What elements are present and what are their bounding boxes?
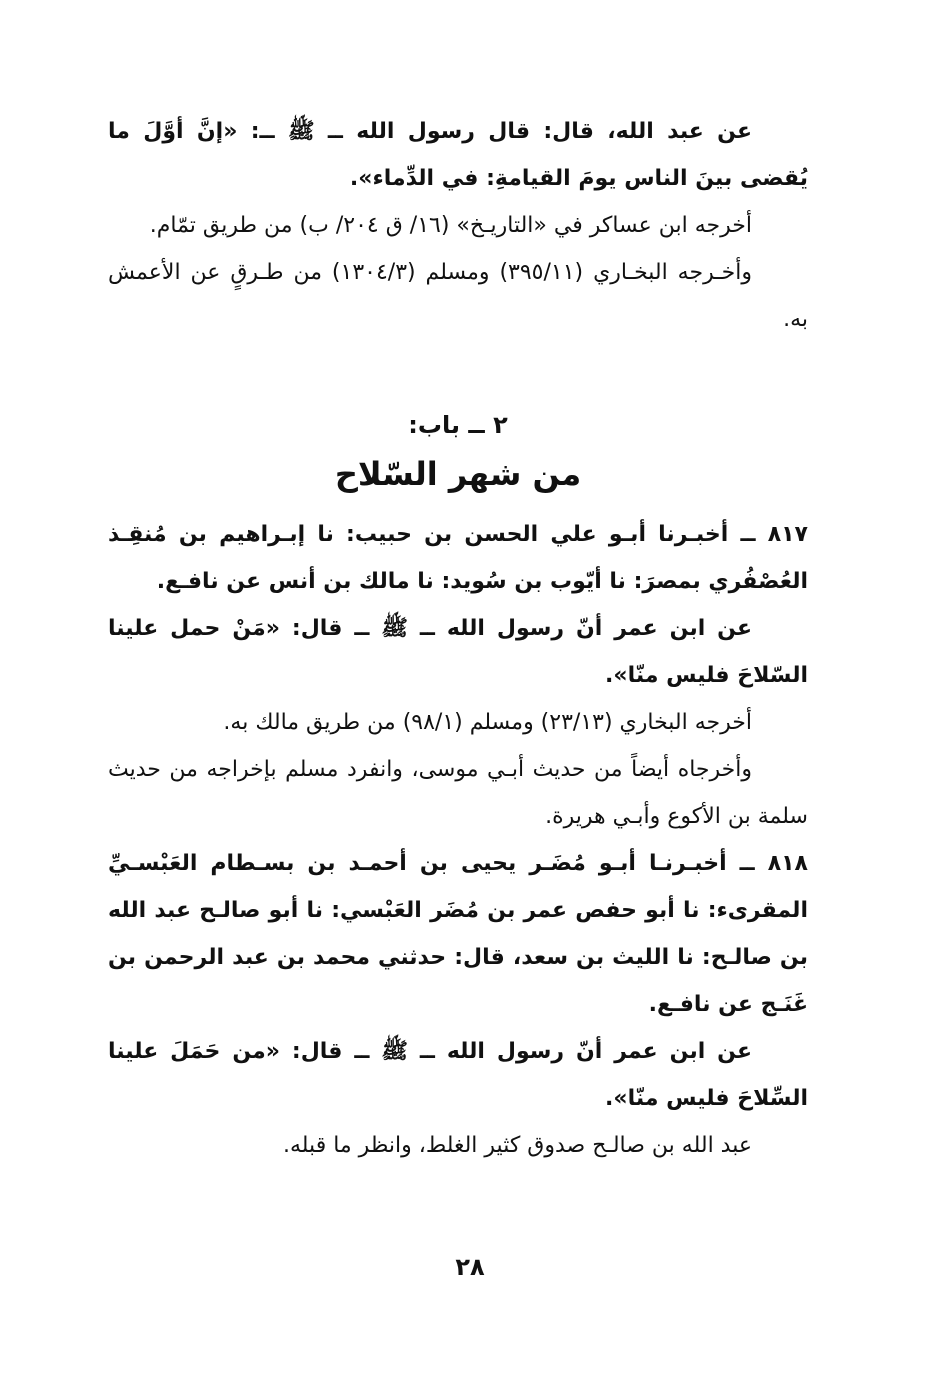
takhrij-note: وأخـرجه البخـاري (٣٩٥/١١) ومسلم (١٣٠٤/٣) من طـرقٍ عن الأعمش به. — [108, 260, 808, 332]
takhrij-note: أخرجه البخاري (٢٣/١٣) ومسلم (٩٨/١) من طريق مالك به. — [223, 710, 752, 735]
hadith-matn-817: عن ابن عمر أنّ رسول الله ــ ﷺ ــ قال: «مَنْ حمل علينا السّلاحَ فليس منّا». — [108, 616, 808, 688]
takhrij-note: وأخرجاه أيضاً من حديث أبـي موسى، وانفرد مسلم بإخراجه من حديث سلمة بن الأكوع وأبـي هريرة. — [108, 757, 808, 829]
hadith-matn-818: عن ابن عمر أنّ رسول الله ــ ﷺ ــ قال: «من حَمَلَ علينا السِّلاحَ فليس منّا». — [108, 1039, 808, 1111]
takhrij-note: أخرجه ابن عساكر في «التاريـخ» (١٦/ ق ٢٠٤/ ب) من طريق تمّام. — [149, 213, 752, 238]
hadith-matn-text: عن عبد الله، قال: قال رسول الله ــ ﷺ ــ: «إنَّ أوَّلَ ما يُقضى بينَ الناس يومَ القيامةِ: في الدِّماء». — [108, 119, 808, 191]
chapter-heading — [108, 405, 808, 503]
book-page — [108, 108, 808, 1169]
chapter-number: ٢ ــ باب: — [408, 411, 508, 439]
page-number: ٢٨ — [455, 1253, 485, 1281]
hadith-isnad-817: ٨١٧ ــ أخبـرنا أبـو علي الحسن بن حبيب: نا إبـراهيم بن مُنقِـذ العُصْفُري بمصرَ: نا أيّوب بن سُويد: نا مالك بن أنس عن نافـع. — [108, 522, 808, 594]
takhrij-note: عبد الله بن صالـح صدوق كثير الغلط، وانظر ما قبله. — [282, 1133, 752, 1158]
chapter-title: من شهر السّلاح — [334, 455, 582, 493]
hadith-isnad-818: ٨١٨ ــ أخبـرنـا أبـو مُضَـر يحيى بن أحمـد بن بسـطام العَبْسـيِّ المقرىء: نا أبو حفص عمر بن مُضَر العَبْسي: نا أبو صالـح عبد الله بن صالـح: نا الليث بن سعد، قال: حدثني محمد بن عبد الرحمن بن غَنَـج عن نافـع. — [108, 851, 808, 1017]
